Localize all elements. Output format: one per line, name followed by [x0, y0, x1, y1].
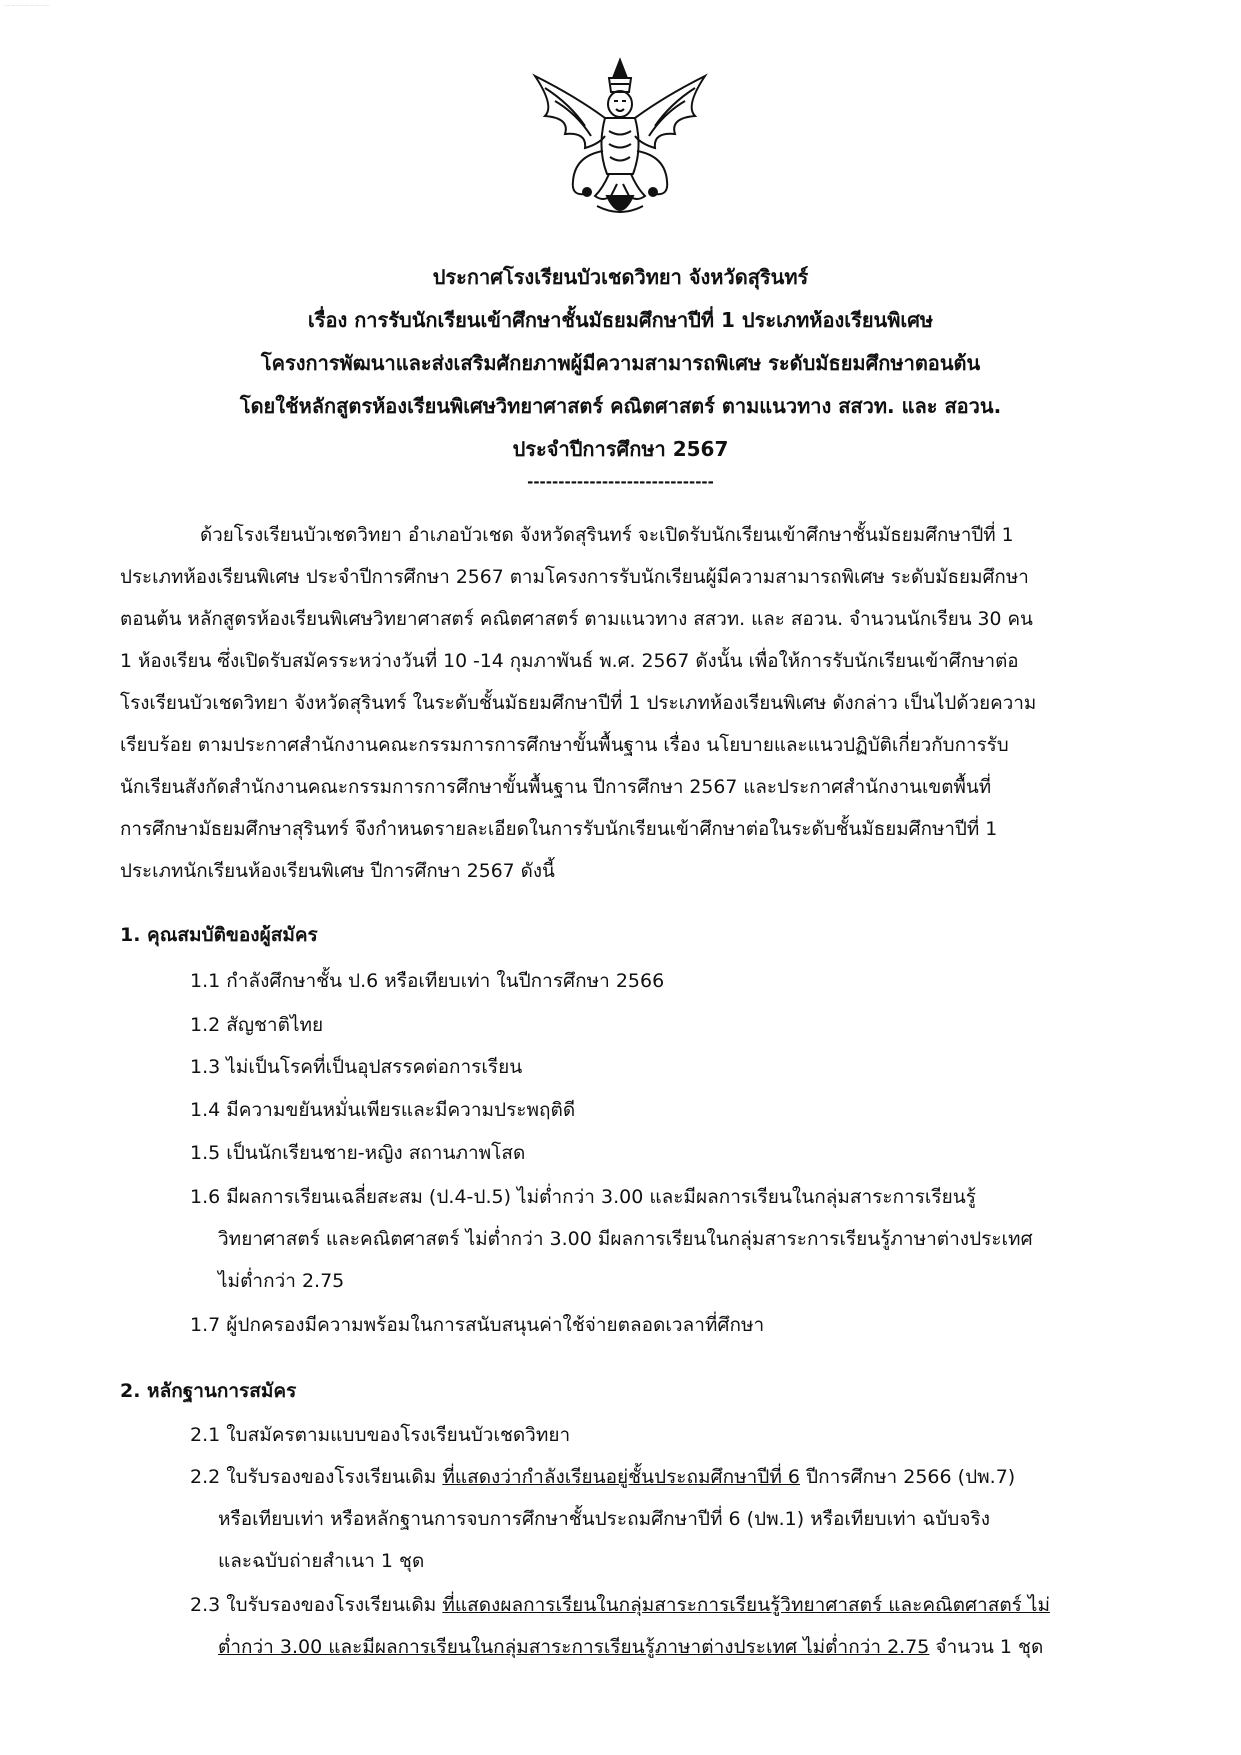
title-line: โดยใช้หลักสูตรห้องเรียนพิเศษวิทยาศาสตร์ คณิตศาสตร์ ตามแนวทาง สสวท. และ สอวน. [239, 394, 1002, 418]
list-item [190, 1462, 1015, 1492]
list-item: 1.3 ไม่เป็นโรคที่เป็นอุปสรรคต่อการเรียน [190, 1056, 523, 1078]
intro-line: นักเรียนสังกัดสำนักงานคณะกรรมการการศึกษาขั้นพื้นฐาน ปีการศึกษา 2567 และประกาศสำนักงานเขตพื้นที่ [120, 776, 992, 798]
intro-line: ประเภทนักเรียนห้องเรียนพิเศษ ปีการศึกษา 2567 ดังนี้ [120, 860, 555, 882]
title-line: ประจำปีการศึกษา 2567 [512, 437, 729, 461]
list-item: 1.5 เป็นนักเรียนชาย-หญิง สถานภาพโสด [190, 1142, 526, 1164]
item-text: 2.2 ใบรับรองของโรงเรียนเดิม [190, 1466, 443, 1488]
intro-line: 1 ห้องเรียน ซึ่งเปิดรับสมัครระหว่างวันที่ 10 -14 กุมภาพันธ์ พ.ศ. 2567 ดังนั้น เพื่อให้การรับนักเรียนเข้าศึกษาต่อ [120, 650, 1019, 672]
list-item-continuation: หรือเทียบเท่า หรือหลักฐานการจบการศึกษาชั้นประถมศึกษาปีที่ 6 (ปพ.1) หรือเทียบเท่า ฉบับจริง [218, 1508, 990, 1530]
title-line: เรื่อง การรับนักเรียนเข้าศึกษาชั้นมัธยมศึกษาปีที่ 1 ประเภทห้องเรียนพิเศษ [307, 308, 934, 332]
title-separator: ------------------------------ [527, 473, 714, 491]
title-line: ประกาศโรงเรียนบัวเชดวิทยา จังหวัดสุรินทร์ [432, 265, 809, 289]
section-heading: 2. หลักฐานการสมัคร [120, 1380, 297, 1402]
item-text: จำนวน 1 ชุด [929, 1636, 1044, 1658]
list-item-continuation [218, 1632, 1043, 1662]
item-text: 2.3 ใบรับรองของโรงเรียนเดิม [190, 1594, 443, 1616]
list-item-continuation: ไม่ต่ำกว่า 2.75 [218, 1270, 345, 1292]
underlined-text: ที่แสดงว่ากำลังเรียนอยู่ชั้นประถมศึกษาปีที่ 6 [442, 1466, 800, 1488]
list-item: 1.7 ผู้ปกครองมีความพร้อมในการสนับสนุนค่าใช้จ่ายตลอดเวลาที่ศึกษา [190, 1314, 765, 1336]
intro-line: ประเภทห้องเรียนพิเศษ ประจำปีการศึกษา 2567 ตามโครงการรับนักเรียนผู้มีความสามารถพิเศษ ระดับมัธยมศึกษา [120, 566, 1029, 588]
intro-line: ตอนต้น หลักสูตรห้องเรียนพิเศษวิทยาศาสตร์ คณิตศาสตร์ ตามแนวทาง สสวท. และ สอวน. จำนวนนักเรียน 30 คน [120, 608, 1033, 630]
corner-note: ............................. ...... [4, 2, 50, 7]
garuda-emblem-icon [525, 56, 715, 226]
intro-line: การศึกษามัธยมศึกษาสุรินทร์ จึงกำหนดรายละเอียดในการรับนักเรียนเข้าศึกษาต่อในระดับชั้นมัธยมศึกษาปีที่ 1 [120, 818, 998, 840]
list-item: 1.1 กำลังศึกษาชั้น ป.6 หรือเทียบเท่า ในปีการศึกษา 2566 [190, 970, 665, 992]
list-item: 1.2 สัญชาติไทย [190, 1014, 324, 1036]
list-item: 2.1 ใบสมัครตามแบบของโรงเรียนบัวเชดวิทยา [190, 1424, 571, 1446]
underlined-text: ต่ำกว่า 3.00 และมีผลการเรียนในกลุ่มสาระการเรียนรู้ภาษาต่างประเทศ ไม่ต่ำกว่า 2.75 [218, 1636, 930, 1658]
list-item: 1.4 มีความขยันหมั่นเพียรและมีความประพฤติดี [190, 1099, 576, 1121]
list-item: 1.6 มีผลการเรียนเฉลี่ยสะสม (ป.4-ป.5) ไม่ต่ำกว่า 3.00 และมีผลการเรียนในกลุ่มสาระการเรียนรู้ [190, 1186, 976, 1208]
list-item-continuation: และฉบับถ่ายสำเนา 1 ชุด [218, 1550, 425, 1572]
list-item-continuation: วิทยาศาสตร์ และคณิตศาสตร์ ไม่ต่ำกว่า 3.00 มีผลการเรียนในกลุ่มสาระการเรียนรู้ภาษาต่างประเทศ [218, 1228, 1033, 1250]
announcement-title [0, 256, 1241, 493]
intro-line: เรียบร้อย ตามประกาศสำนักงานคณะกรรมการการศึกษาขั้นพื้นฐาน เรื่อง นโยบายและแนวปฏิบัติเกี่ยวกับการรับ [120, 734, 1009, 756]
list-item [190, 1590, 1050, 1620]
title-line: โครงการพัฒนาและส่งเสริมศักยภาพผู้มีความสามารถพิเศษ ระดับมัธยมศึกษาตอนต้น [260, 351, 981, 375]
intro-line: ด้วยโรงเรียนบัวเชดวิทยา อำเภอบัวเชด จังหวัดสุรินทร์ จะเปิดรับนักเรียนเข้าศึกษาชั้นมัธยมศึกษาปีที่ 1 [200, 524, 1014, 546]
intro-line: โรงเรียนบัวเชดวิทยา จังหวัดสุรินทร์ ในระดับชั้นมัธยมศึกษาปีที่ 1 ประเภทห้องเรียนพิเศษ ดังกล่าว เป็นไปด้วยความ [120, 692, 1037, 714]
section-heading: 1. คุณสมบัติของผู้สมัคร [120, 924, 318, 946]
item-text: ปีการศึกษา 2566 (ปพ.7) [799, 1466, 1016, 1488]
underlined-text: ที่แสดงผลการเรียนในกลุ่มสาระการเรียนรู้วิทยาศาสตร์ และคณิตศาสตร์ ไม่ [442, 1594, 1050, 1616]
